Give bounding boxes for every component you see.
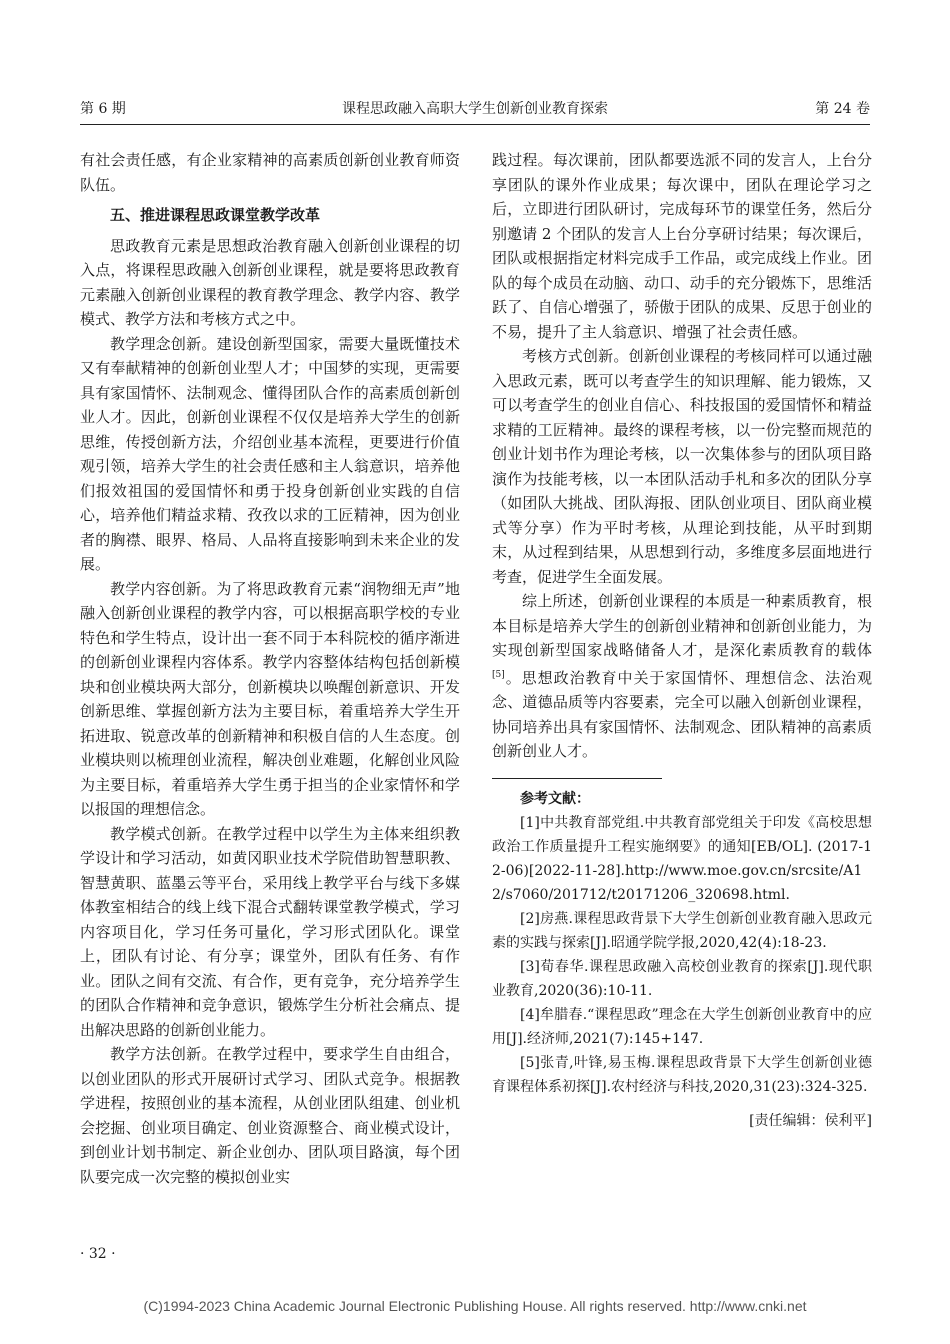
citation-superscript: [5]: [492, 669, 505, 680]
reference-item: [1]中共教育部党组.中共教育部党组关于印发《高校思想政治工作质量提升工程实施纲要》的通知[EB/OL]. (2017-12-06)[2022-11-28].http://www.moe.gov.cn/srcsite/A12/s7060/201712/t20171206_320698.html.: [492, 815, 872, 903]
right-column: [492, 148, 872, 1134]
paragraph: [80, 822, 460, 1043]
paragraph: 有社会责任感，有企业家精神的高素质创新创业教育师资队伍。: [80, 151, 460, 194]
article-title: 课程思政融入高职大学生创新创业教育探索: [342, 101, 608, 117]
reference-item: [4]牟腊春.“课程思政”理念在大学生创新创业教育中的应用[J].经济师,2021(7):145+147.: [492, 1007, 872, 1047]
left-column: [80, 148, 460, 1189]
volume-number: 第 24 卷: [815, 101, 870, 117]
issue-number: 第 6 期: [80, 101, 126, 117]
paragraph-body: 创新创业课程的考核同样可以通过融入思政元素，既可以考查学生的知识理解、能力锻炼，又可以考查学生的创业自信心、科技报国的爱国情怀和精益求精的工匠精神。最终的课程考核，以一份完整而规范的创业计划书作为理论考核，以一次集体参与的团队项目路演作为技能考核，以一本团队活动手札和多次的团队分享（如团队大挑战、团队海报、团队创业项目、团队商业模式等分享）作为平时考核，从理论到技能，从平时到期末，从过程到结果，从思想到行动，多维度多层面地进行考查，促进学生全面发展。: [492, 347, 872, 586]
running-header: [80, 98, 870, 122]
paragraph-body: 在教学过程中，要求学生自由组合，以创业团队的形式开展研讨式学习、团队式竞争。根据教学进程，按照创业的基本流程，从创业团队组建、创业机会挖掘、创业项目确定、创业资源整合、商业模式设计，到创业计划书制定、新企业创办、团队项目路演，每个团队要完成一次完整的模拟创业实: [80, 1045, 460, 1186]
paragraph-body: 在教学过程中以学生为主体来组织教学设计和学习活动，如黄冈职业技术学院借助智慧职教、智慧黄职、蓝墨云等平台，采用线上教学平台与线下多媒体教室相结合的线上线下混合式翻转课堂教学模式，学习内容项目化，学习任务可量化，学习形式团队化。课堂上，团队有讨论、有分享；课堂外，团队有任务、有作业。团队之间有交流、有合作，更有竞争，充分培养学生的团队合作精神和竞争意识，锻炼学生分析社会痛点、提出解决思路的创新创业能力。: [80, 824, 460, 1039]
paragraph-lead: 教学方法创新。: [110, 1045, 217, 1063]
reference-item: [2]房燕.课程思政背景下大学生创新创业教育融入思政元素的实践与探索[J].昭通学院学报,2020,42(4):18-23.: [492, 911, 872, 951]
paragraph-lead: 教学内容创新。: [110, 579, 217, 598]
paragraph: [80, 332, 460, 577]
reference-item: [5]张青,叶锋,易玉梅.课程思政背景下大学生创新创业德育课程体系初探[J].农村经济与科技,2020,31(23):324-325.: [492, 1055, 872, 1095]
page-number: · 32 ·: [80, 1246, 116, 1262]
paragraph-body: 综上所述，创新创业课程的本质是一种素质教育，根本目标是培养大学生的创新创业精神和创新创业能力，为实现创新型国家战略储备人才，是深化素质教育的载体: [492, 592, 872, 659]
references-heading: 参考文献：: [520, 790, 590, 807]
responsible-editor: [责任编辑：侯利平]: [749, 1113, 872, 1129]
references-divider: [492, 778, 662, 779]
paragraph: [80, 1042, 460, 1189]
paragraph-body: 为了将思政教育元素“润物细无声”地融入创新创业课程的教学内容，可以根据高职学校的专业特色和学生特点，设计出一套不同于本科院校的循序渐进的创新创业课程内容体系。教学内容整体结构包括创新模块和创业模块两大部分，创新模块以唤醒创新意识、开发创新思维、掌握创新方法为主要目标，着重培养大学生开拓进取、锐意改革的创新精神和积极自信的人生态度。创业模块则以梳理创业流程，解决创业难题，化解创业风险为主要目标，着重培养大学生勇于担当的企业家情怀和学以报国的理想信念。: [80, 579, 460, 818]
paragraph-body: 建设创新型国家，需要大量既懂技术又有奉献精神的创新创业型人才；中国梦的实现，更需要具有家国情怀、法制观念、懂得团队合作的高素质创新创业人才。因此，创新创业课程不仅仅是培养大学生的创新思维，传授创新方法，介绍创业基本流程，更要进行价值观引领，培养大学生的社会责任感和主人翁意识，培养他们报效祖国的爱国情怀和勇于投身创新创业实践的自信心，培养他们精益求精、孜孜以求的工匠精神，因为创业者的胸襟、眼界、格局、人品将直接影响到未来企业的发展。: [80, 334, 460, 573]
reference-item: [3]荀春华.课程思政融入高校创业教育的探索[J].现代职业教育,2020(36):10-11.: [492, 959, 872, 999]
paragraph: 思政教育元素是思想政治教育融入创新创业课程的切入点，将课程思政融入创新创业课程，就是要将思政教育元素融入创新创业课程的教育教学理念、教学内容、教学模式、教学方法和考核方式之中。: [80, 236, 460, 328]
paragraph: [492, 344, 872, 589]
paragraph-lead: 教学理念创新。: [110, 334, 217, 353]
section-heading: 五、推进课程思政课堂教学改革: [110, 206, 321, 224]
header-divider: [80, 124, 870, 125]
paragraph-lead: 教学模式创新。: [110, 824, 217, 843]
paragraph-body: 。思想政治教育中关于家国情怀、理想信念、法治观念、道德品质等内容要素，完全可以融入创新创业课程，协同培养出具有家国情怀、法制观念、团队精神的高素质创新创业人才。: [492, 668, 872, 760]
conclusion-paragraph: [492, 589, 872, 764]
paragraph: [80, 577, 460, 822]
copyright-footer: (C)1994-2023 China Academic Journal Electronic Publishing House. All rights reserved. http://www.cnki.net: [143, 1298, 807, 1314]
paragraph: 践过程。每次课前，团队都要选派不同的发言人，上台分享团队的课外作业成果；每次课中，团队在理论学习之后，立即进行团队研讨，完成每环节的课堂任务，然后分别邀请 2 个团队的发言人上台分享研讨结果；每次课后，团队或根据指定材料完成手工作品，或完成线上作业。团队的每个成员在动脑、动口、动手的充分锻炼下，思维活跃了、自信心增强了，骄傲于团队的成果、反思于创业的不易，提升了主人翁意识、增强了社会责任感。: [492, 151, 872, 341]
paragraph-lead: 考核方式创新。: [522, 347, 629, 365]
